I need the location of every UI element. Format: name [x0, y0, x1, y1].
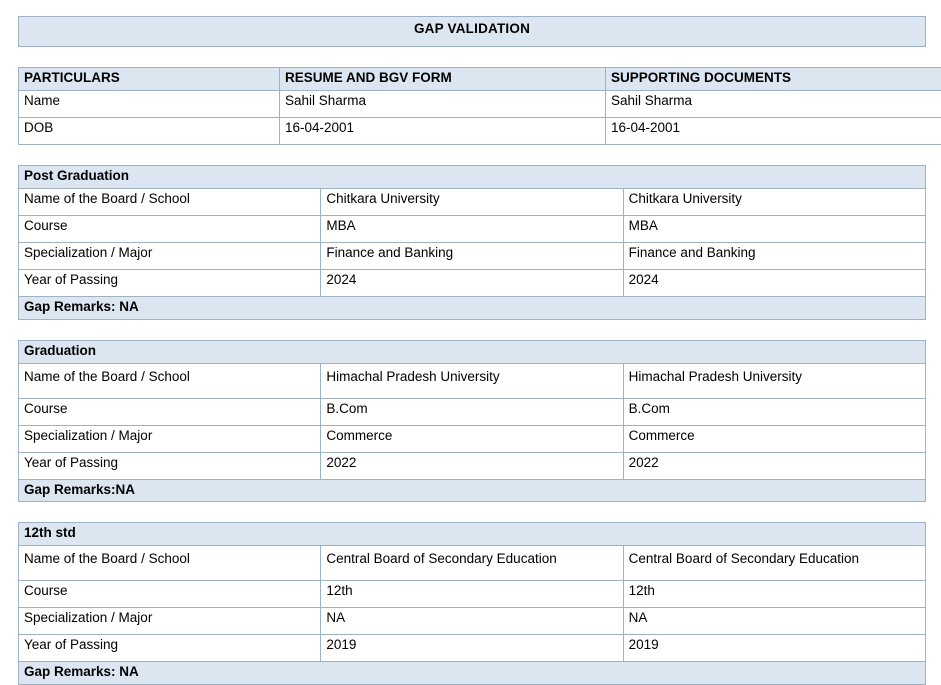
row-supporting-value: Central Board of Secondary Education: [623, 546, 925, 581]
page-title: GAP VALIDATION: [19, 17, 926, 47]
section-heading-row: [19, 523, 926, 546]
table-row: [19, 425, 926, 452]
row-label: Specialization / Major: [19, 242, 321, 269]
table-row: [19, 608, 926, 635]
document-title-table: [18, 16, 926, 47]
row-supporting-value: MBA: [623, 215, 925, 242]
row-label: Course: [19, 581, 321, 608]
row-label: Name of the Board / School: [19, 546, 321, 581]
row-supporting-value: Chitkara University: [623, 188, 925, 215]
row-supporting-value: 12th: [623, 581, 925, 608]
gap-remarks: Gap Remarks:NA: [19, 479, 926, 502]
row-resume-value: Chitkara University: [321, 188, 623, 215]
row-supporting-value: NA: [623, 608, 925, 635]
table-row: [19, 17, 926, 47]
row-label: Specialization / Major: [19, 425, 321, 452]
row-supporting-value: 2024: [623, 269, 925, 296]
row-resume-value: Sahil Sharma: [280, 90, 606, 117]
table-row: [19, 269, 926, 296]
row-label: Year of Passing: [19, 269, 321, 296]
graduation-table: [18, 340, 926, 503]
row-resume-value: 2019: [321, 635, 623, 662]
row-resume-value: Central Board of Secondary Education: [321, 546, 623, 581]
row-supporting-value: Himachal Pradesh University: [623, 363, 925, 398]
column-header-resume: RESUME AND BGV FORM: [280, 68, 606, 91]
table-row: [19, 90, 941, 117]
row-supporting-value: 16-04-2001: [606, 117, 941, 144]
row-label: Year of Passing: [19, 452, 321, 479]
row-resume-value: B.Com: [321, 398, 623, 425]
table-row: [19, 398, 926, 425]
table-row: [19, 242, 926, 269]
row-supporting-value: 2022: [623, 452, 925, 479]
row-label: Name: [19, 90, 280, 117]
row-label: Course: [19, 215, 321, 242]
table-header-row: [19, 68, 941, 91]
column-header-particulars: PARTICULARS: [19, 68, 280, 91]
table-row: [19, 117, 941, 144]
row-supporting-value: Sahil Sharma: [606, 90, 941, 117]
post-graduation-table: [18, 165, 926, 320]
gap-remarks: Gap Remarks: NA: [19, 296, 926, 319]
row-label: Year of Passing: [19, 635, 321, 662]
row-resume-value: 16-04-2001: [280, 117, 606, 144]
section-heading: Graduation: [19, 340, 926, 363]
section-heading-row: [19, 165, 926, 188]
twelfth-std-table: [18, 522, 926, 685]
row-supporting-value: Commerce: [623, 425, 925, 452]
spacer: [18, 47, 925, 67]
row-resume-value: NA: [321, 608, 623, 635]
table-row: [19, 215, 926, 242]
row-label: DOB: [19, 117, 280, 144]
row-resume-value: Himachal Pradesh University: [321, 363, 623, 398]
table-row: [19, 546, 926, 581]
row-label: Specialization / Major: [19, 608, 321, 635]
row-supporting-value: 2019: [623, 635, 925, 662]
gap-remarks: Gap Remarks: NA: [19, 662, 926, 685]
spacer: [18, 320, 925, 340]
section-heading-row: [19, 340, 926, 363]
row-resume-value: MBA: [321, 215, 623, 242]
table-row: [19, 188, 926, 215]
row-supporting-value: Finance and Banking: [623, 242, 925, 269]
row-label: Name of the Board / School: [19, 363, 321, 398]
table-row: [19, 363, 926, 398]
row-label: Name of the Board / School: [19, 188, 321, 215]
column-header-supporting: SUPPORTING DOCUMENTS: [606, 68, 941, 91]
row-resume-value: 2024: [321, 269, 623, 296]
gap-remarks-row: [19, 662, 926, 685]
row-resume-value: Commerce: [321, 425, 623, 452]
gap-remarks-row: [19, 479, 926, 502]
table-row: [19, 452, 926, 479]
gap-remarks-row: [19, 296, 926, 319]
table-row: [19, 635, 926, 662]
row-supporting-value: B.Com: [623, 398, 925, 425]
row-resume-value: 2022: [321, 452, 623, 479]
row-resume-value: 12th: [321, 581, 623, 608]
row-label: Course: [19, 398, 321, 425]
spacer: [18, 145, 925, 165]
section-heading: 12th std: [19, 523, 926, 546]
row-resume-value: Finance and Banking: [321, 242, 623, 269]
personal-details-table: [18, 67, 941, 145]
section-heading: Post Graduation: [19, 165, 926, 188]
spacer: [18, 502, 925, 522]
table-row: [19, 581, 926, 608]
